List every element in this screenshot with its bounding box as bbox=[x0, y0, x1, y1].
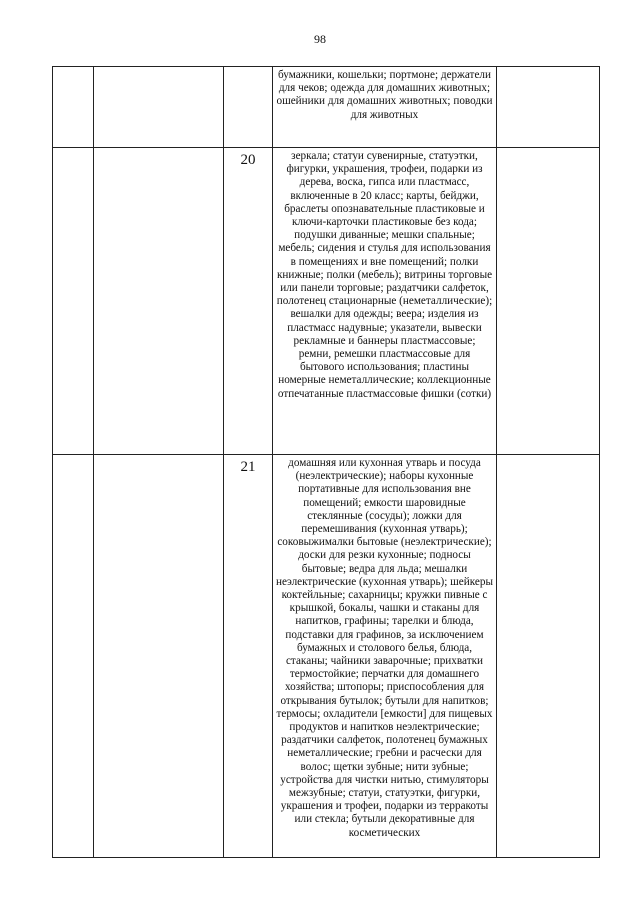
class-number-cell: 21 bbox=[224, 455, 273, 858]
goods-classification-table bbox=[52, 66, 600, 858]
table-cell-empty bbox=[497, 455, 600, 858]
table-row bbox=[53, 455, 600, 858]
table-cell-empty bbox=[94, 148, 224, 455]
table-row bbox=[53, 148, 600, 455]
class-number-cell bbox=[224, 67, 273, 148]
table-cell-empty bbox=[497, 67, 600, 148]
goods-list-cell: домашняя или кухонная утварь и посуда (неэлектрические); наборы кухонные портативные для использования вне помещений; емкости шаровидные стеклянные (сосуды); ложки для перемешивания (кухонная утварь); соковыжималки бытовые (неэлектрические); доски для резки кухонные; подносы бытовые; ведра для льда; мешалки неэлектрические (кухонная утварь); шейкеры коктейльные; сахарницы; кружки пивные с крышкой, бокалы, чашки и стаканы для напитков, графины; тарелки и блюда, подставки для графинов, за исключением бумажных и столового белья, блюда, стаканы; чайники заварочные; прихватки термостойкие; перчатки для домашнего хозяйства; штопоры; приспособления для открывания бутылок; бутыли для напитков; термосы; охладители [емкости] для пищевых продуктов и напитков неэлектрические; раздатчики салфеток, полотенец бумажных неметаллические; гребни и расчески для волос; щетки зубные; нити зубные; устройства для чистки нитью, стимуляторы межзубные; статуи, статуэтки, фигурки, украшения и трофеи, подарки из терракоты или стекла; бутыли декоративные для косметических bbox=[273, 455, 497, 858]
table-row bbox=[53, 67, 600, 148]
goods-list-cell: бумажники, кошельки; портмоне; держатели для чеков; одежда для домашних животных; ошейники для домашних животных; поводки для животных bbox=[273, 67, 497, 148]
table-cell-empty bbox=[94, 67, 224, 148]
table-cell-empty bbox=[497, 148, 600, 455]
table-cell-empty bbox=[94, 455, 224, 858]
page-number: 98 bbox=[314, 32, 326, 46]
table-cell-empty bbox=[53, 148, 94, 455]
table-cell-empty bbox=[53, 455, 94, 858]
class-number-cell: 20 bbox=[224, 148, 273, 455]
table-cell-empty bbox=[53, 67, 94, 148]
goods-list-cell: зеркала; статуи сувенирные, статуэтки, фигурки, украшения, трофеи, подарки из дерева, воска, гипса или пластмасс, включенные в 20 класс; карты, бейджи, браслеты опознавательные пластиковые и ключи-карточки пластиковые без кода; подушки диванные; мешки спальные; мебель; сидения и стулья для использования в помещениях и вне помещений; полки книжные; полки (мебель); витрины торговые или панели торговые; раздатчики салфеток, полотенец стационарные (неметаллические); вешалки для одежды; веера; изделия из пластмасс надувные; указатели, вывески рекламные и баннеры пластмассовые; ремни, ремешки пластмассовые для бытового использования; пластины номерные неметаллические; коллекционные отпечатанные пластмассовые фишки (сотки) bbox=[273, 148, 497, 455]
